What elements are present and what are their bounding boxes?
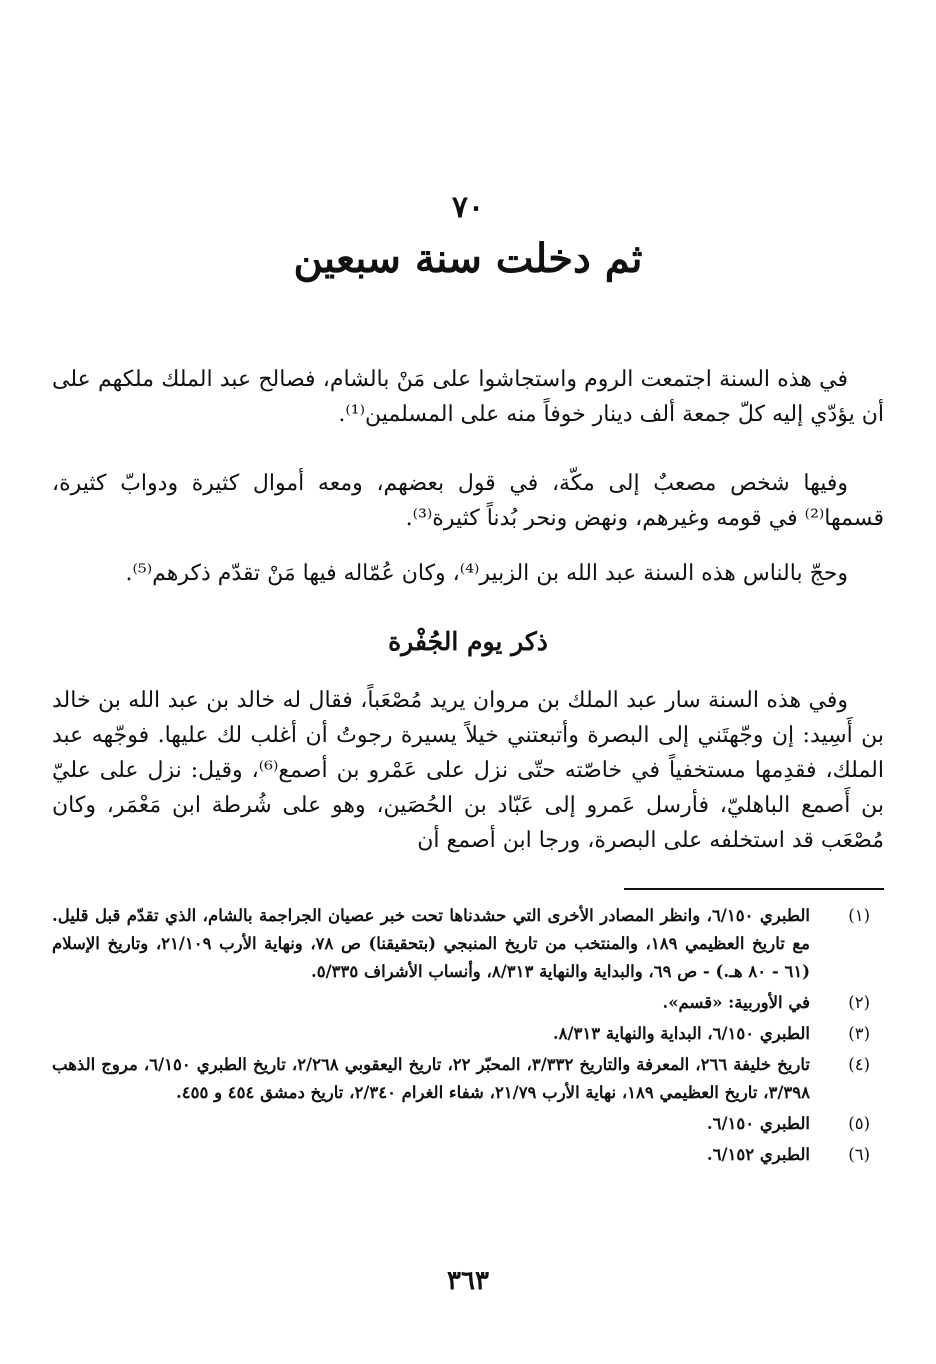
paragraph-text: وحجّ بالناس هذه السنة عبد الله بن الزبير⁽⁴⁾، وكان عُمّاله فيها مَنْ تقدّم ذكرهم⁽⁵⁾. — [125, 561, 848, 586]
footnote-number: (٣) — [848, 1024, 870, 1043]
footnotes — [52, 902, 884, 1172]
footnote-text: الطبري ٦/١٥٢. — [706, 1145, 810, 1164]
footnote-item — [52, 989, 884, 1017]
footnote-item — [52, 1051, 884, 1107]
paragraph-text: في هذه السنة اجتمعت الروم واستجاشوا على مَنْ بالشام، فصالح عبد الملك ملكهم على أن يؤدّي إليه كلّ جمعة ألف دينار خوفاً منه على المسلمين⁽¹⁾. — [52, 367, 884, 427]
chapter-number: ٧٠ — [451, 190, 485, 225]
paragraph-3 — [52, 556, 884, 591]
footnote-text: تاريخ خليفة ٢٦٦، المعرفة والتاريخ ٣/٣٣٢، المحبّر ٢٢، تاريخ اليعقوبي ٢/٢٦٨، تاريخ الطبري ٦/١٥٠، مروج الذهب ٣/٣٩٨، تاريخ العظيمي ١٨٩، نهاية الأرب ٢١/٧٩، شفاء الغرام ٢/٣٤٠، تاريخ دمشق ٤٥٤ و ٤٥٥. — [52, 1055, 811, 1102]
footnote-number: (٢) — [848, 993, 870, 1012]
footnote-number: (٦) — [848, 1145, 870, 1164]
paragraph-2 — [52, 466, 884, 536]
footnote-text: الطبري ٦/١٥٠، البداية والنهاية ٨/٣١٣. — [552, 1024, 810, 1043]
footnote-item — [52, 902, 884, 986]
paragraph-text: وفيها شخص مصعبٌ إلى مكّة، في قول بعضهم، ومعه أموال كثيرة ودوابّ كثيرة، قسمها⁽²⁾ في قومه وغيرهم، ونهض ونحر بُدناً كثيرة⁽³⁾. — [52, 471, 884, 531]
footnote-item — [52, 1141, 884, 1169]
footnote-item — [52, 1020, 884, 1048]
page-number: ٣٦٣ — [447, 1266, 489, 1296]
paragraph-1 — [52, 362, 884, 432]
footnote-text: الطبري ٦/١٥٠. — [706, 1114, 810, 1133]
footnote-number: (٥) — [848, 1114, 870, 1133]
chapter-title: ثم دخلت سنة سبعين — [293, 235, 643, 282]
paragraph-text: وفي هذه السنة سار عبد الملك بن مروان يريد مُصْعَباً، فقال له خالد بن عبد الله بن خالد بن أَسِيد: إن وجّهتَني إلى البصرة وأتبعتني خيلاً يسيرة رجوتُ أن أغلب لك عليها. فوجّهه عبد الملك، فقدِمها مستخفياً في خاصّته حتّى نزل على عَمْرو بن أصمع⁽⁶⁾، وقيل: نزل على عليّ بن أَصمع الباهليّ، فأرسل عَمرو إلى عَبّاد بن الحُصَين، وهو على شُرطة ابن مَعْمَر، وكان مُصْعَب قد استخلفه على البصرة، ورجا ابن أصمع أن — [52, 688, 884, 853]
footnote-text: في الأوربية: «قسم». — [662, 993, 810, 1012]
footnote-number: (٤) — [848, 1055, 870, 1074]
section-paragraph — [52, 683, 884, 858]
footnote-number: (١) — [848, 906, 870, 925]
section-heading: ذكر يوم الجُفْرة — [388, 627, 548, 656]
footnote-text: الطبري ٦/١٥٠، وانظر المصادر الأخرى التي حشدناها تحت خبر عصيان الجراجمة بالشام، الذي تقدّم قبل قليل. مع تاريخ العظيمي ١٨٩، والمنتخب من تاريخ المنبجي (بتحقيقنا) ص ٧٨، ونهاية الأرب ٢١/١٠٩، وتاريخ الإسلام (٦١ - ٨٠ هـ.) - ص ٦٩، والبداية والنهاية ٨/٣١٣، وأنساب الأشراف ٥/٣٣٥. — [52, 906, 811, 981]
footnote-separator — [624, 888, 884, 890]
footnote-item — [52, 1110, 884, 1138]
